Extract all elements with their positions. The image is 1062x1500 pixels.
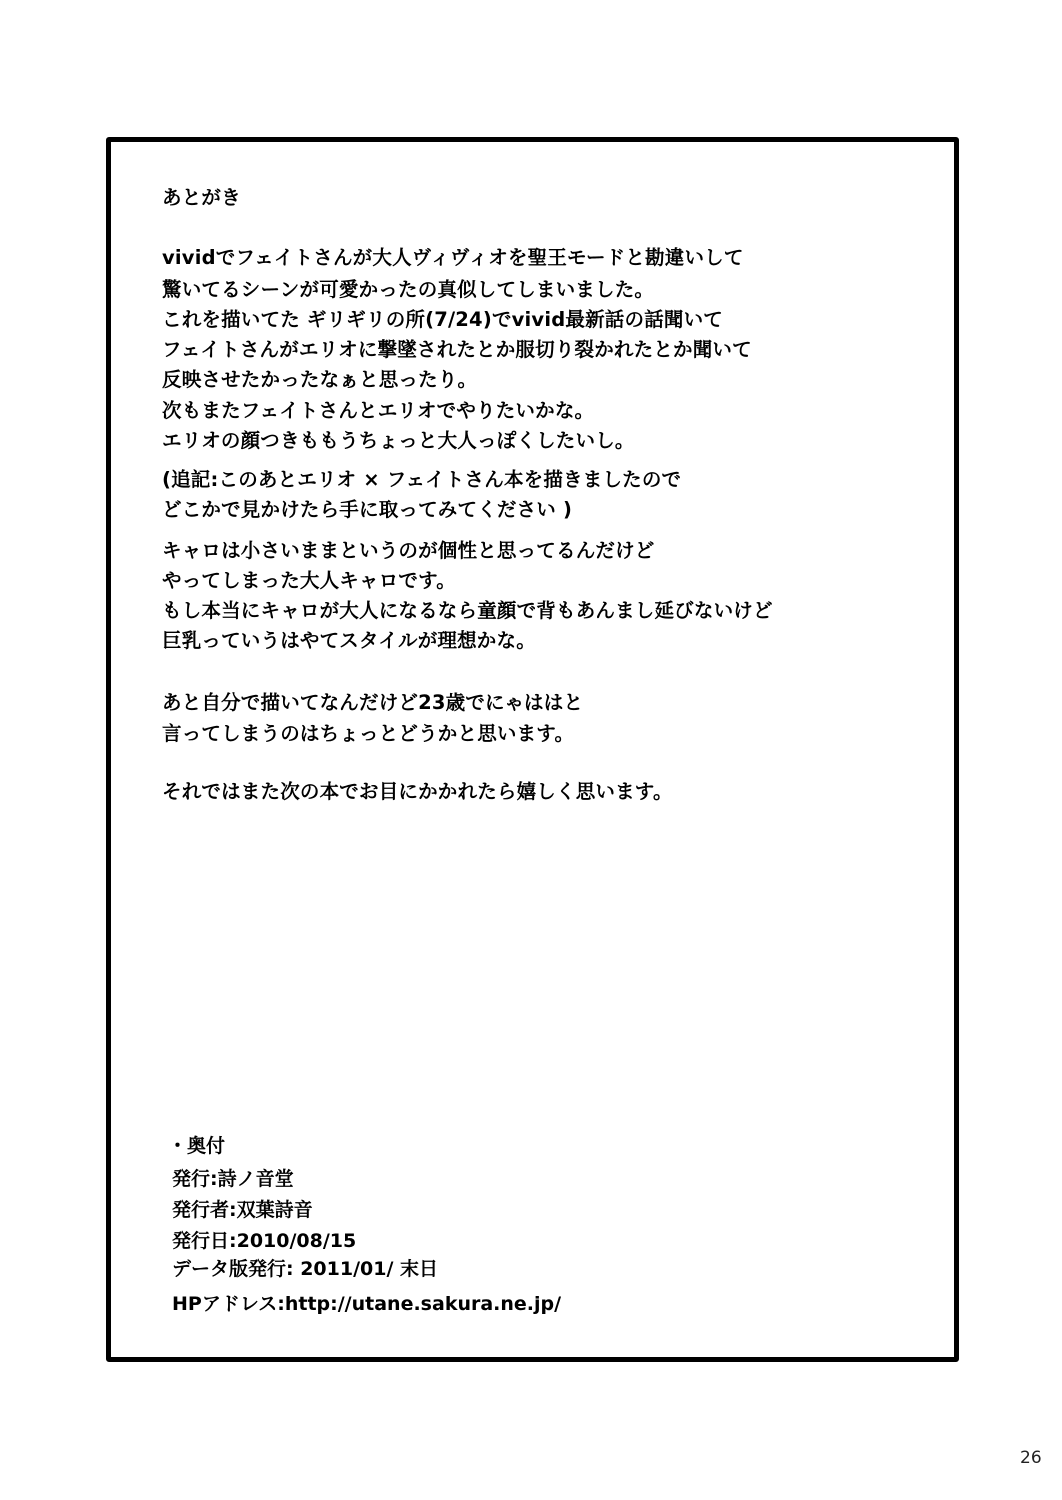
afterword-line: もし本当にキャロが大人になるなら童顔で背もあんまし延びないけど [162, 599, 773, 622]
colophon-publisher: 発行:詩ノ音堂 [172, 1168, 294, 1190]
afterword-line: 驚いてるシーンが可愛かったの真似してしまいました。 [162, 278, 655, 301]
afterword-line: 反映させたかったなぁと思ったり。 [162, 368, 478, 391]
afterword-line: vividでフェイトさんが大人ヴィヴィオを聖王モードと勘違いして [162, 246, 744, 269]
afterword-line: フェイトさんがエリオに撃墜されたとか服切り裂かれたとか聞いて [162, 338, 752, 361]
afterword-closing: それではまた次の本でお目にかかれたら嬉しく思います。 [162, 780, 673, 803]
afterword-line: エリオの顔つきももうちょっと大人っぽくしたいし。 [162, 429, 635, 452]
colophon-homepage: HPアドレス:http://utane.sakura.ne.jp/ [172, 1293, 562, 1315]
afterword-line: あと自分で描いてなんだけど23歳でにゃははと [162, 691, 584, 714]
colophon-issue-date: 発行日:2010/08/15 [172, 1230, 357, 1252]
afterword-line: やってしまった大人キャロです。 [162, 569, 456, 592]
colophon-title: ・奥付 [168, 1135, 226, 1157]
afterword-line: これを描いてた ギリギリの所(7/24)でvivid最新話の話聞いて [162, 308, 723, 331]
page-number: 26 [1020, 1448, 1042, 1468]
afterword-note-line: どこかで見かけたら手に取ってみてください ) [162, 498, 573, 521]
afterword-line: 言ってしまうのはちょっとどうかと思います。 [162, 722, 575, 745]
colophon-issuer: 発行者:双葉詩音 [172, 1199, 313, 1221]
colophon-digital-release: データ版発行: 2011/01/ 末日 [172, 1258, 439, 1280]
afterword-heading: あとがき [162, 186, 241, 209]
afterword-line: 次もまたフェイトさんとエリオでやりたいかな。 [162, 399, 595, 422]
afterword-line: 巨乳っていうはやてスタイルが理想かな。 [162, 629, 536, 652]
afterword-note-line: (追記:このあとエリオ × フェイトさん本を描きましたので [162, 468, 682, 491]
afterword-line: キャロは小さいままというのが個性と思ってるんだけど [162, 539, 655, 562]
